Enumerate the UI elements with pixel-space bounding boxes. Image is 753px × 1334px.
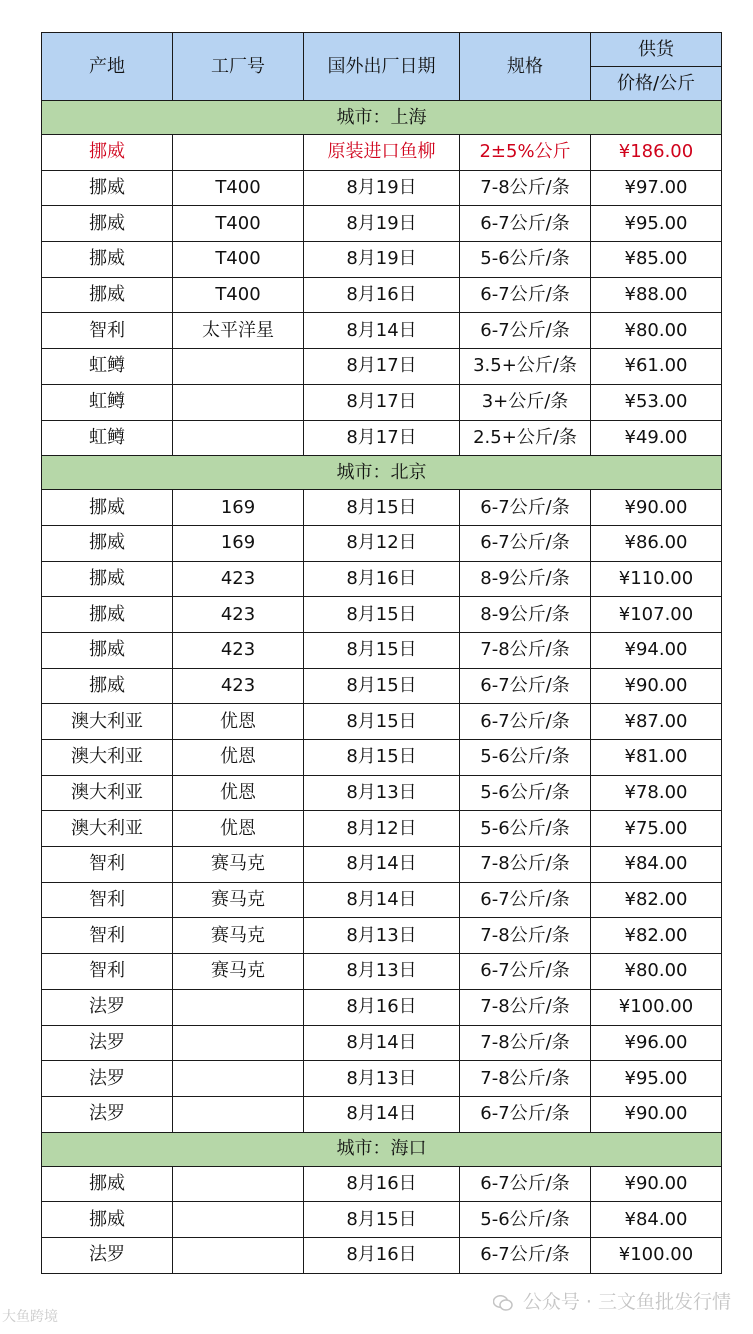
table-row	[42, 420, 722, 456]
cell-spec: 7-8公斤/条	[460, 918, 591, 954]
table-row	[42, 954, 722, 990]
table-row	[42, 1025, 722, 1061]
watermark-left-text: 大鱼跨境	[2, 1309, 58, 1325]
cell-date: 8月15日	[304, 668, 460, 704]
cell-spec: 6-7公斤/条	[460, 668, 591, 704]
cell-origin: 法罗	[42, 1025, 173, 1061]
cell-spec: 3+公斤/条	[460, 384, 591, 420]
cell-price: ¥95.00	[591, 1061, 722, 1097]
cell-date: 8月16日	[304, 277, 460, 313]
header-date: 国外出厂日期	[304, 33, 460, 101]
table-row	[42, 1237, 722, 1273]
cell-price: ¥186.00	[591, 135, 722, 171]
cell-factory: 太平洋星	[173, 313, 304, 349]
cell-origin: 智利	[42, 882, 173, 918]
table-row	[42, 277, 722, 313]
cell-factory	[173, 1202, 304, 1238]
cell-date: 8月16日	[304, 989, 460, 1025]
cell-spec: 6-7公斤/条	[460, 704, 591, 740]
table-row	[42, 561, 722, 597]
cell-spec: 6-7公斤/条	[460, 1096, 591, 1132]
table-row	[42, 1166, 722, 1202]
cell-origin: 挪威	[42, 170, 173, 206]
table-row	[42, 349, 722, 385]
cell-price: ¥80.00	[591, 313, 722, 349]
cell-factory: 优恩	[173, 775, 304, 811]
cell-spec: 5-6公斤/条	[460, 740, 591, 776]
cell-factory	[173, 420, 304, 456]
cell-spec: 8-9公斤/条	[460, 561, 591, 597]
cell-origin: 澳大利亚	[42, 740, 173, 776]
table-row	[42, 740, 722, 776]
cell-origin: 挪威	[42, 1166, 173, 1202]
cell-price: ¥110.00	[591, 561, 722, 597]
table-body	[42, 101, 722, 1274]
cell-factory: 169	[173, 525, 304, 561]
cell-spec: 6-7公斤/条	[460, 1237, 591, 1273]
cell-price: ¥90.00	[591, 1096, 722, 1132]
cell-origin: 虹鳟	[42, 420, 173, 456]
table-row	[42, 313, 722, 349]
table-row	[42, 1061, 722, 1097]
cell-origin: 挪威	[42, 206, 173, 242]
cell-date: 8月15日	[304, 1202, 460, 1238]
cell-factory: 423	[173, 632, 304, 668]
city-section-row	[42, 1132, 722, 1166]
city-label: 城市：上海	[42, 101, 722, 135]
cell-spec: 2.5+公斤/条	[460, 420, 591, 456]
cell-factory	[173, 384, 304, 420]
cell-origin: 挪威	[42, 525, 173, 561]
cell-spec: 7-8公斤/条	[460, 989, 591, 1025]
table-row	[42, 490, 722, 526]
cell-spec: 6-7公斤/条	[460, 954, 591, 990]
cell-origin: 挪威	[42, 632, 173, 668]
cell-spec: 8-9公斤/条	[460, 597, 591, 633]
cell-factory: 423	[173, 561, 304, 597]
watermark-right	[493, 1287, 731, 1314]
cell-price: ¥100.00	[591, 989, 722, 1025]
cell-price: ¥97.00	[591, 170, 722, 206]
cell-factory: 优恩	[173, 740, 304, 776]
table-row	[42, 989, 722, 1025]
cell-date: 8月14日	[304, 882, 460, 918]
cell-factory: 169	[173, 490, 304, 526]
cell-price: ¥90.00	[591, 490, 722, 526]
cell-date: 8月16日	[304, 561, 460, 597]
cell-origin: 澳大利亚	[42, 775, 173, 811]
cell-price: ¥95.00	[591, 206, 722, 242]
cell-origin: 智利	[42, 847, 173, 883]
cell-factory: T400	[173, 206, 304, 242]
header-spec: 规格	[460, 33, 591, 101]
table-header	[42, 33, 722, 101]
cell-date: 8月17日	[304, 384, 460, 420]
table-row	[42, 668, 722, 704]
cell-origin: 挪威	[42, 561, 173, 597]
cell-price: ¥78.00	[591, 775, 722, 811]
cell-origin: 挪威	[42, 668, 173, 704]
cell-price: ¥86.00	[591, 525, 722, 561]
cell-factory	[173, 135, 304, 171]
header-supply: 供货	[591, 33, 722, 67]
cell-spec: 6-7公斤/条	[460, 277, 591, 313]
cell-origin: 法罗	[42, 1096, 173, 1132]
table-row	[42, 811, 722, 847]
table-row	[42, 206, 722, 242]
cell-price: ¥53.00	[591, 384, 722, 420]
cell-price: ¥84.00	[591, 847, 722, 883]
cell-date: 8月15日	[304, 704, 460, 740]
cell-factory	[173, 1096, 304, 1132]
cell-factory: 赛马克	[173, 954, 304, 990]
cell-date: 8月14日	[304, 847, 460, 883]
cell-origin: 挪威	[42, 277, 173, 313]
cell-spec: 7-8公斤/条	[460, 170, 591, 206]
cell-date: 8月13日	[304, 775, 460, 811]
cell-factory: T400	[173, 242, 304, 278]
cell-price: ¥82.00	[591, 882, 722, 918]
cell-origin: 智利	[42, 918, 173, 954]
cell-origin: 挪威	[42, 597, 173, 633]
table-row	[42, 170, 722, 206]
watermark-left	[2, 1306, 58, 1326]
cell-spec: 6-7公斤/条	[460, 525, 591, 561]
cell-date: 8月17日	[304, 420, 460, 456]
cell-factory	[173, 1237, 304, 1273]
cell-factory: 赛马克	[173, 847, 304, 883]
cell-origin: 法罗	[42, 989, 173, 1025]
table-row	[42, 704, 722, 740]
cell-date: 8月14日	[304, 313, 460, 349]
cell-factory: T400	[173, 170, 304, 206]
cell-origin: 挪威	[42, 242, 173, 278]
cell-price: ¥85.00	[591, 242, 722, 278]
cell-spec: 5-6公斤/条	[460, 811, 591, 847]
table-row	[42, 632, 722, 668]
cell-date: 8月15日	[304, 740, 460, 776]
cell-date: 8月12日	[304, 525, 460, 561]
cell-date: 8月19日	[304, 170, 460, 206]
cell-factory	[173, 1025, 304, 1061]
cell-spec: 7-8公斤/条	[460, 847, 591, 883]
cell-price: ¥88.00	[591, 277, 722, 313]
cell-factory: 423	[173, 668, 304, 704]
cell-date: 8月15日	[304, 632, 460, 668]
cell-date: 8月13日	[304, 954, 460, 990]
cell-date: 8月13日	[304, 1061, 460, 1097]
cell-origin: 挪威	[42, 490, 173, 526]
cell-factory: 423	[173, 597, 304, 633]
cell-spec: 7-8公斤/条	[460, 632, 591, 668]
cell-price: ¥90.00	[591, 1166, 722, 1202]
cell-factory: 优恩	[173, 704, 304, 740]
cell-date: 原装进口鱼柳	[304, 135, 460, 171]
cell-origin: 澳大利亚	[42, 704, 173, 740]
price-table	[41, 32, 722, 1274]
cell-date: 8月12日	[304, 811, 460, 847]
cell-date: 8月19日	[304, 242, 460, 278]
cell-spec: 6-7公斤/条	[460, 490, 591, 526]
table-row	[42, 882, 722, 918]
table-row	[42, 918, 722, 954]
cell-date: 8月16日	[304, 1237, 460, 1273]
cell-factory	[173, 349, 304, 385]
table-row	[42, 775, 722, 811]
header-price: 价格/公斤	[591, 67, 722, 101]
cell-spec: 6-7公斤/条	[460, 206, 591, 242]
cell-factory	[173, 989, 304, 1025]
table-row	[42, 847, 722, 883]
cell-spec: 7-8公斤/条	[460, 1061, 591, 1097]
cell-spec: 2±5%公斤	[460, 135, 591, 171]
cell-price: ¥80.00	[591, 954, 722, 990]
cell-spec: 5-6公斤/条	[460, 1202, 591, 1238]
cell-spec: 6-7公斤/条	[460, 882, 591, 918]
cell-origin: 法罗	[42, 1237, 173, 1273]
cell-spec: 3.5+公斤/条	[460, 349, 591, 385]
cell-price: ¥87.00	[591, 704, 722, 740]
table-row	[42, 525, 722, 561]
table-row	[42, 135, 722, 171]
cell-origin: 虹鳟	[42, 349, 173, 385]
cell-spec: 7-8公斤/条	[460, 1025, 591, 1061]
cell-date: 8月17日	[304, 349, 460, 385]
cell-factory: T400	[173, 277, 304, 313]
cell-price: ¥81.00	[591, 740, 722, 776]
cell-factory: 赛马克	[173, 918, 304, 954]
table-row	[42, 1202, 722, 1238]
cell-factory	[173, 1166, 304, 1202]
wechat-icon	[493, 1295, 513, 1311]
cell-date: 8月15日	[304, 597, 460, 633]
cell-origin: 挪威	[42, 1202, 173, 1238]
cell-price: ¥100.00	[591, 1237, 722, 1273]
cell-price: ¥94.00	[591, 632, 722, 668]
cell-date: 8月19日	[304, 206, 460, 242]
cell-price: ¥61.00	[591, 349, 722, 385]
city-label: 城市：海口	[42, 1132, 722, 1166]
city-label: 城市：北京	[42, 456, 722, 490]
cell-spec: 5-6公斤/条	[460, 242, 591, 278]
watermark-right-text: 公众号 · 三文鱼批发行情	[522, 1291, 731, 1313]
cell-factory	[173, 1061, 304, 1097]
cell-price: ¥75.00	[591, 811, 722, 847]
cell-origin: 虹鳟	[42, 384, 173, 420]
cell-date: 8月13日	[304, 918, 460, 954]
cell-spec: 6-7公斤/条	[460, 1166, 591, 1202]
cell-origin: 法罗	[42, 1061, 173, 1097]
city-section-row	[42, 456, 722, 490]
cell-date: 8月14日	[304, 1025, 460, 1061]
header-factory: 工厂号	[173, 33, 304, 101]
city-section-row	[42, 101, 722, 135]
cell-date: 8月14日	[304, 1096, 460, 1132]
cell-date: 8月15日	[304, 490, 460, 526]
cell-origin: 智利	[42, 954, 173, 990]
cell-price: ¥82.00	[591, 918, 722, 954]
cell-factory: 优恩	[173, 811, 304, 847]
table-row	[42, 1096, 722, 1132]
cell-spec: 5-6公斤/条	[460, 775, 591, 811]
cell-origin: 澳大利亚	[42, 811, 173, 847]
table-row	[42, 597, 722, 633]
cell-price: ¥49.00	[591, 420, 722, 456]
table-row	[42, 242, 722, 278]
cell-price: ¥96.00	[591, 1025, 722, 1061]
header-origin: 产地	[42, 33, 173, 101]
cell-origin: 挪威	[42, 135, 173, 171]
cell-date: 8月16日	[304, 1166, 460, 1202]
table-row	[42, 384, 722, 420]
cell-spec: 6-7公斤/条	[460, 313, 591, 349]
cell-factory: 赛马克	[173, 882, 304, 918]
cell-price: ¥107.00	[591, 597, 722, 633]
cell-origin: 智利	[42, 313, 173, 349]
cell-price: ¥84.00	[591, 1202, 722, 1238]
cell-price: ¥90.00	[591, 668, 722, 704]
